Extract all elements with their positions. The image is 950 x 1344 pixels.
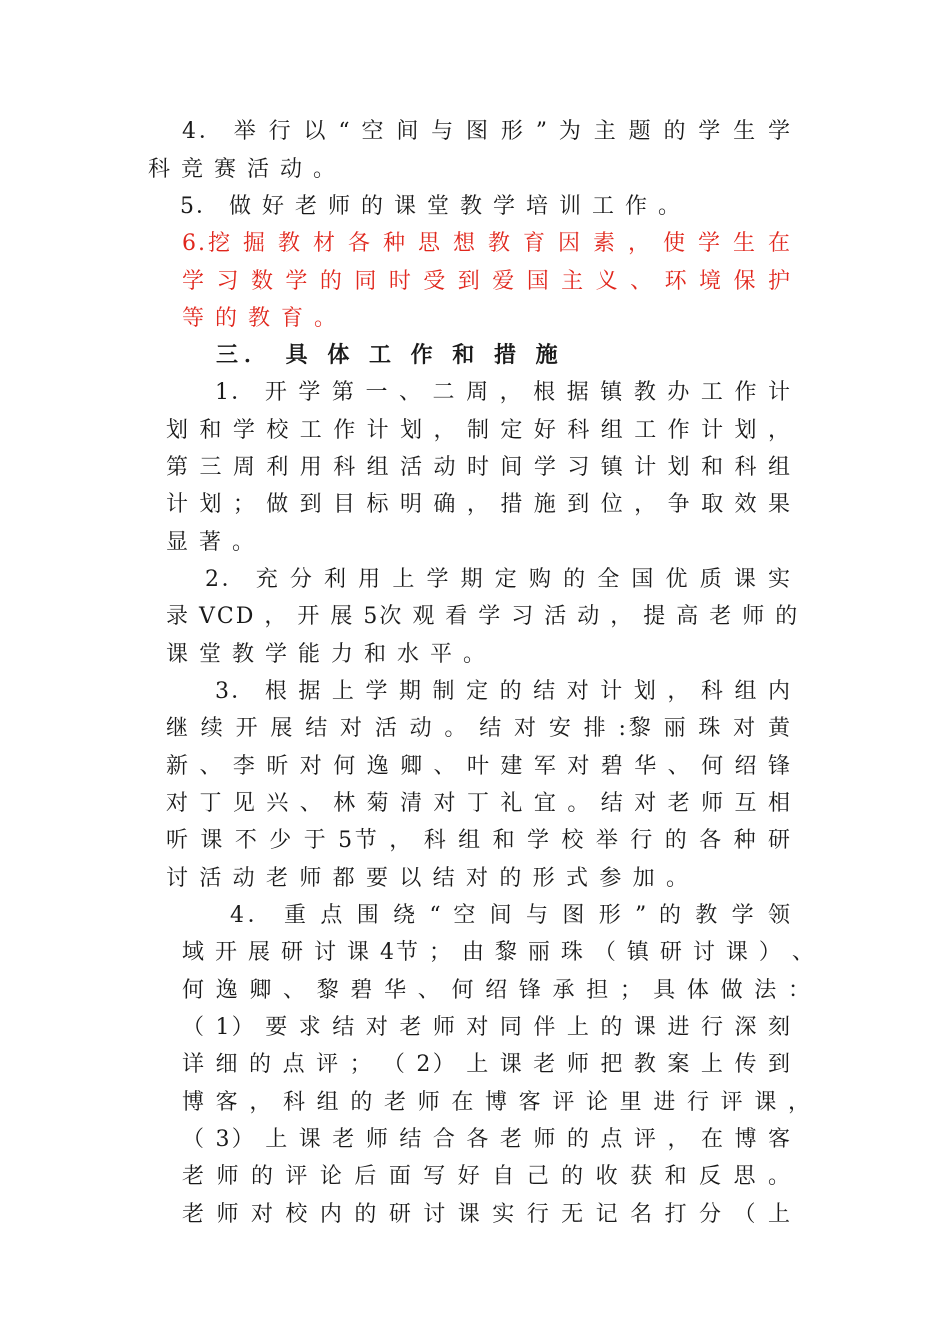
text-line: 听 课 不 少 于 5节 ， 科 组 和 学 校 举 行 的 各 种 研 (166, 828, 792, 853)
highlighted-text-line: 6.挖 掘 教 材 各 种 思 想 教 育 因 素 ， 使 学 生 在 (182, 231, 792, 256)
text-line: 域 开 展 研 讨 课 4节 ； 由 黎 丽 珠 （ 镇 研 讨 课 ） 、 (182, 940, 816, 965)
text-line: 计 划 ； 做 到 目 标 明 确 ， 措 施 到 位 ， 争 取 效 果 (166, 492, 792, 517)
text-line: 第 三 周 利 用 科 组 活 动 时 间 学 习 镇 计 划 和 科 组 (166, 455, 792, 480)
text-line: 对 丁 见 兴 、 林 菊 清 对 丁 礼 宜 。 结 对 老 师 互 相 (166, 791, 792, 816)
text-line: 5． 做 好 老 师 的 课 堂 教 学 培 训 工 作 。 (180, 194, 682, 219)
text-line: （ 1） 要 求 结 对 老 师 对 同 伴 上 的 课 进 行 深 刻 (182, 1015, 792, 1040)
section-heading: 三． 具 体 工 作 和 措 施 (216, 343, 564, 368)
highlighted-text-line: 等 的 教 育 。 (182, 306, 338, 331)
text-line: 继 续 开 展 结 对 活 动 。 结 对 安 排 :黎 丽 珠 对 黄 (166, 716, 792, 741)
text-line: 1． 开 学 第 一 、 二 周 ， 根 据 镇 教 办 工 作 计 (215, 380, 792, 405)
text-line: 博 客 ， 科 组 的 老 师 在 博 客 评 论 里 进 行 评 课 ， (182, 1090, 812, 1115)
text-line: 老 师 的 评 论 后 面 写 好 自 己 的 收 获 和 反 思 。 (182, 1164, 792, 1189)
text-line: 科 竞 赛 活 动 。 (148, 157, 337, 182)
text-line: 4． 举 行 以 “ 空 间 与 图 形 ” 为 主 题 的 学 生 学 (182, 119, 792, 144)
text-line: 显 著 。 (166, 530, 256, 555)
text-line: 详 细 的 点 评 ； （ 2） 上 课 老 师 把 教 案 上 传 到 (182, 1052, 792, 1077)
text-line: 录 VCD ， 开 展 5次 观 看 学 习 活 动 ， 提 高 老 师 的 (166, 604, 800, 629)
text-line: 2． 充 分 利 用 上 学 期 定 购 的 全 国 优 质 课 实 (205, 567, 792, 592)
text-line: 讨 活 动 老 师 都 要 以 结 对 的 形 式 参 加 。 (166, 866, 690, 891)
text-line: 4． 重 点 围 绕 “ 空 间 与 图 形 ” 的 教 学 领 (230, 903, 792, 928)
highlighted-text-line: 学 习 数 学 的 同 时 受 到 爱 国 主 义 、 环 境 保 护 (182, 269, 792, 294)
text-line: 3． 根 据 上 学 期 制 定 的 结 对 计 划 ， 科 组 内 (215, 679, 792, 704)
text-line: 何 逸 卿 、 黎 碧 华 、 何 绍 锋 承 担 ； 具 体 做 法 ： (182, 978, 812, 1003)
text-line: 新 、 李 昕 对 何 逸 卿 、 叶 建 军 对 碧 华 、 何 绍 锋 (166, 754, 792, 779)
text-line: 课 堂 教 学 能 力 和 水 平 。 (166, 642, 487, 667)
text-line: 老 师 对 校 内 的 研 讨 课 实 行 无 记 名 打 分 （ 上 (182, 1202, 792, 1227)
text-line: 划 和 学 校 工 作 计 划 ， 制 定 好 科 组 工 作 计 划 ， (166, 418, 792, 443)
text-line: （ 3） 上 课 老 师 结 合 各 老 师 的 点 评 ， 在 博 客 (182, 1127, 792, 1152)
